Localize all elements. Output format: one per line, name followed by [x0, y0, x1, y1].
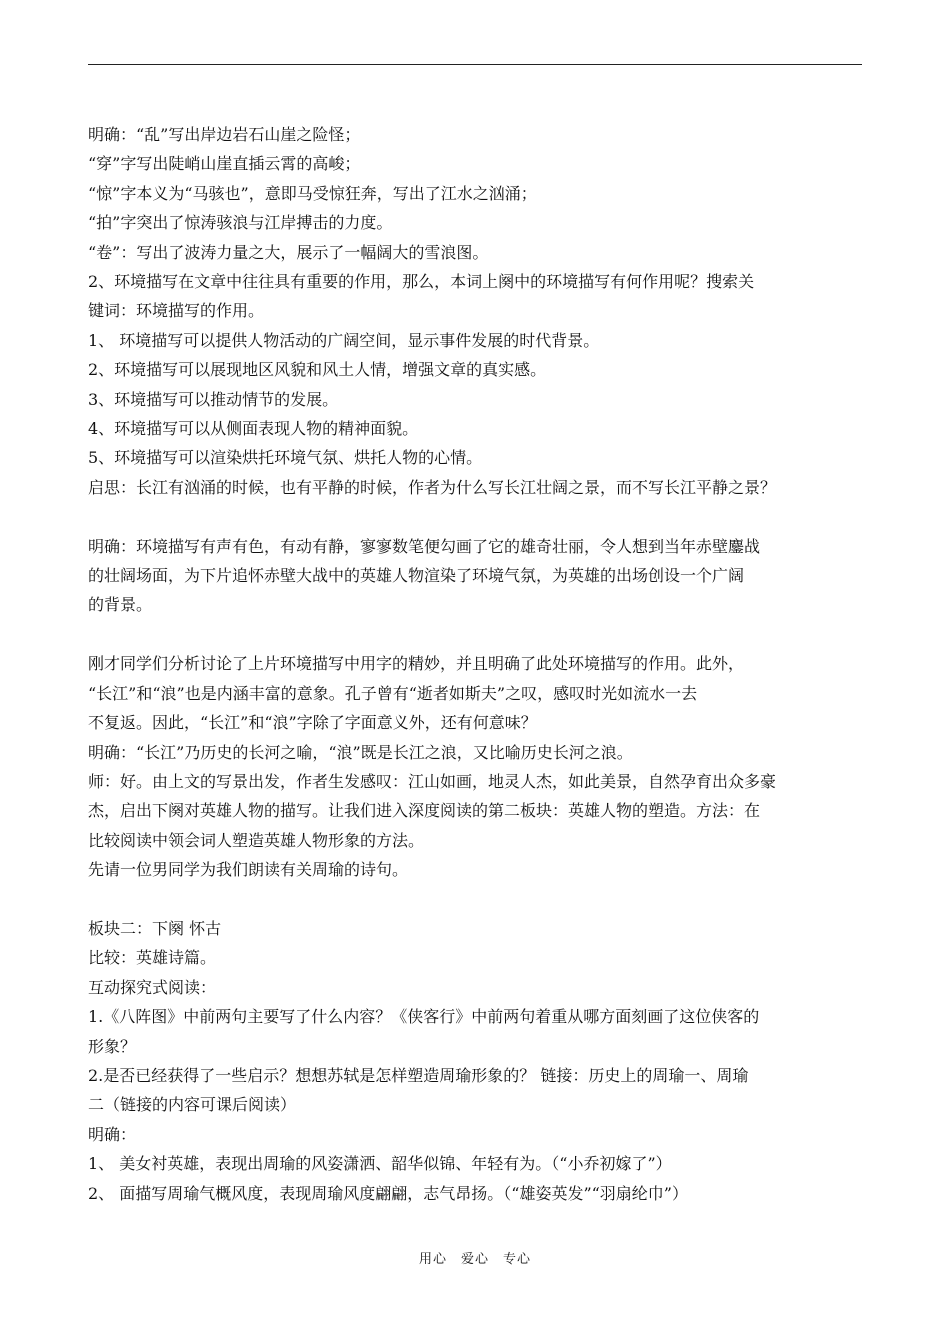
text-line: “惊”字本义为“马骇也”，意即马受惊狂奔，写出了江水之汹涌；	[88, 183, 537, 203]
text-line: “穿”字写出陡峭山崖直插云霄的高峻；	[88, 154, 361, 174]
text-line: 杰，启出下阕对英雄人物的描写。让我们进入深度阅读的第二板块：英雄人物的塑造。方法：在	[88, 801, 761, 821]
text-line: 不复返。因此，“长江”和“浪”字除了字面意义外，还有何意味？	[88, 713, 537, 733]
blank-line	[88, 885, 878, 914]
text-line: 2、环境描写在文章中往往具有重要的作用，那么，本词上阕中的环境描写有何作用呢？搜索关	[88, 272, 755, 292]
text-line: 明确：“长江”乃历史的长河之喻，“浪”既是长江之浪，又比喻历史长河之浪。	[88, 742, 633, 762]
text-line: “卷”：写出了波涛力量之大，展示了一幅阔大的雪浪图。	[88, 242, 489, 262]
blank-line	[88, 502, 878, 531]
text-line: 1、 美女衬英雄，表现出周瑜的风姿潇洒、韶华似锦、年轻有为。（“小乔初嫁了”）	[88, 1154, 672, 1174]
text-line: 2、环境描写可以展现地区风貌和风土人情，增强文章的真实感。	[88, 360, 547, 380]
text-line: 板块二：下阕 怀古	[88, 918, 222, 938]
text-line: 刚才同学们分析讨论了上片环境描写中用字的精妙，并且明确了此处环境描写的作用。此外，	[88, 654, 745, 674]
text-line: 键词：环境描写的作用。	[88, 301, 265, 321]
text-line: 形象？	[88, 1036, 137, 1056]
text-line: 3、环境描写可以推动情节的发展。	[88, 389, 339, 409]
text-line: 先请一位男同学为我们朗读有关周瑜的诗句。	[88, 860, 409, 880]
page-footer: 用心 爱心 专心	[418, 1252, 531, 1267]
text-line: 5、环境描写可以渲染烘托环境气氛、烘托人物的心情。	[88, 448, 483, 468]
text-line: 比较：英雄诗篇。	[88, 948, 217, 968]
document-body	[88, 120, 878, 1208]
text-line: 2、 面描写周瑜气概风度，表现周瑜风度翩翩，志气昂扬。（“雄姿英发”“羽扇纶巾”）	[88, 1183, 688, 1203]
text-line: 比较阅读中领会词人塑造英雄人物形象的方法。	[88, 830, 425, 850]
text-line: 启思：长江有汹涌的时候，也有平静的时候，作者为什么写长江壮阔之景，而不写长江平静之景？	[88, 477, 777, 497]
text-line: 1、 环境描写可以提供人物活动的广阔空间，显示事件发展的时代背景。	[88, 330, 600, 350]
text-line: 的壮阔场面，为下片追怀赤壁大战中的英雄人物渲染了环境气氛，为英雄的出场创设一个广阔	[88, 566, 745, 586]
text-line: 互动探究式阅读：	[88, 977, 217, 997]
text-line: 明确：“乱”写出岸边岩石山崖之险怪；	[88, 125, 361, 144]
header-rule	[88, 64, 862, 65]
text-line: “长江”和“浪”也是内涵丰富的意象。孔子曾有“逝者如斯夫”之叹，感叹时光如流水一去	[88, 683, 698, 703]
text-line: 明确：	[88, 1124, 137, 1144]
text-line: 二（链接的内容可课后阅读）	[88, 1095, 297, 1115]
blank-line	[88, 620, 878, 649]
text-line: “拍”字突出了惊涛骇浪与江岸搏击的力度。	[88, 213, 393, 233]
text-line: 明确：环境描写有声有色，有动有静，寥寥数笔便勾画了它的雄奇壮丽，令人想到当年赤壁鏖战	[88, 536, 761, 556]
text-line: 的背景。	[88, 595, 153, 615]
text-line: 4、环境描写可以从侧面表现人物的精神面貌。	[88, 419, 419, 439]
text-line: 1.《八阵图》中前两句主要写了什么内容？《侠客行》中前两句着重从哪方面刻画了这位侠客的	[88, 1007, 760, 1027]
text-line: 师：好。由上文的写景出发，作者生发感叹：江山如画，地灵人杰，如此美景，自然孕育出众多豪	[88, 771, 777, 791]
text-line: 2.是否已经获得了一些启示？想想苏轼是怎样塑造周瑜形象的？ 链接：历史上的周瑜一、周瑜	[88, 1065, 749, 1085]
